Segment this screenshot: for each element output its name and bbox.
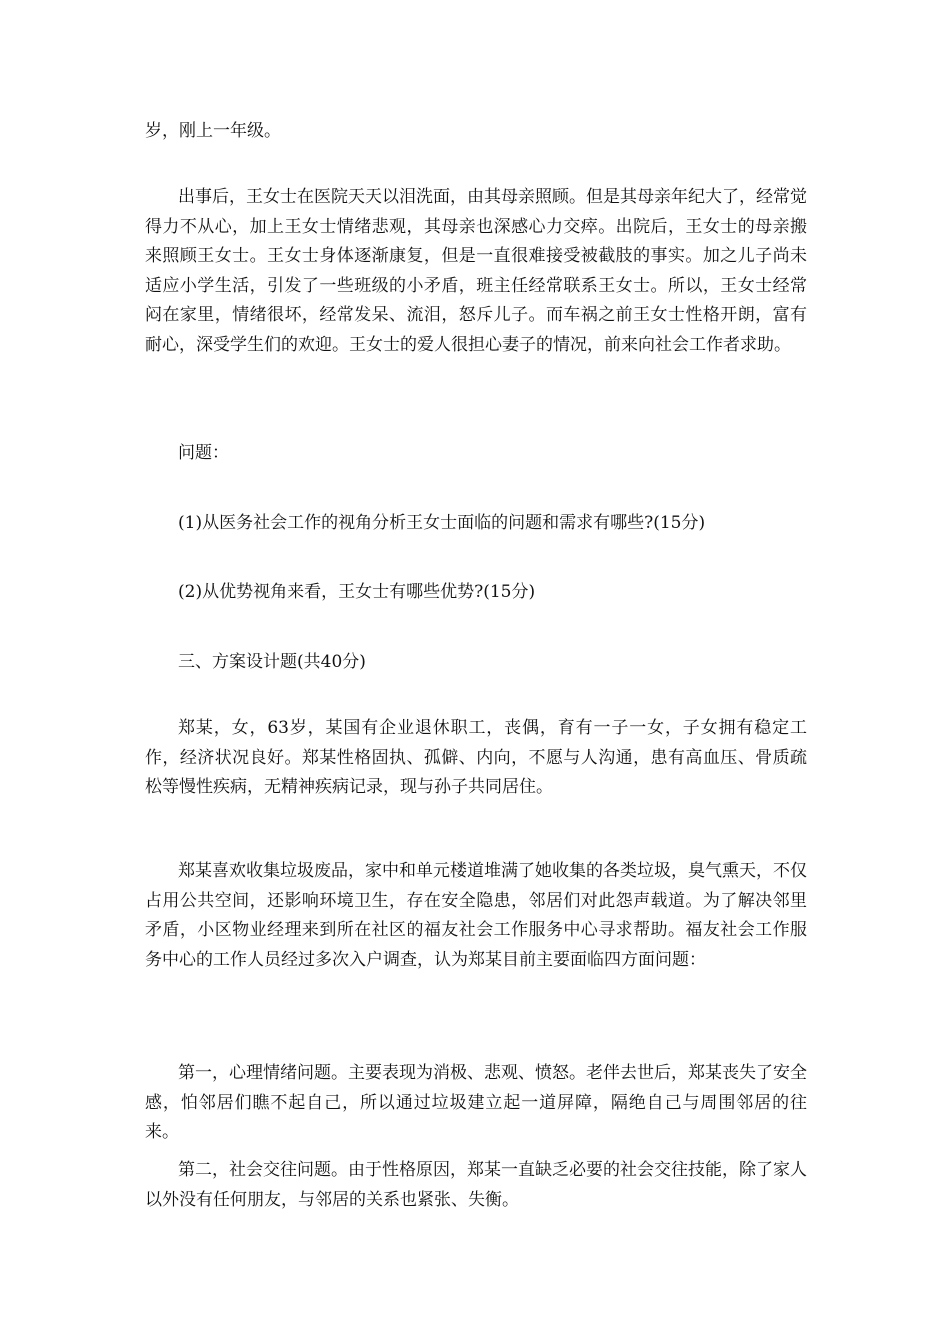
- paragraph-problem-2: 第二，社会交往问题。由于性格原因，郑某一直缺乏必要的社会交往技能，除了家人以外没有任何朋友，与邻居的关系也紧张、失衡。: [145, 1160, 807, 1210]
- paragraph-question-1: (1)从医务社会工作的视角分析王女士面临的问题和需求有哪些?(15分): [178, 513, 706, 533]
- paragraph-continuation: 岁，刚上一年级。: [145, 121, 281, 141]
- paragraph-question-2: (2)从优势视角来看，王女士有哪些优势?(15分): [178, 582, 536, 602]
- paragraph-zheng-garbage: 郑某喜欢收集垃圾废品，家中和单元楼道堆满了她收集的各类垃圾，臭气熏天，不仅占用公共空间，还影响环境卫生，存在安全隐患，邻居们对此怨声载道。为了解决邻里矛盾，小区物业经理来到所在社区的福友社会工作服务中心寻求帮助。福友社会工作服务中心的工作人员经过多次入户调查，认为郑某目前主要面临四方面问题：: [145, 861, 807, 970]
- section-heading-plan-design: 三、方案设计题(共40分): [178, 652, 366, 672]
- paragraph-wang-situation: 出事后，王女士在医院天天以泪洗面，由其母亲照顾。但是其母亲年纪大了，经常觉得力不从心，加上王女士情绪悲观，其母亲也深感心力交瘁。出院后，王女士的母亲搬来照顾王女士。王女士身体逐渐康复，但是一直很难接受被截肢的事实。加之儿子尚未适应小学生活，引发了一些班级的小矛盾，班主任经常联系王女士。所以，王女士经常闷在家里，情绪很坏，经常发呆、流泪，怒斥儿子。而车祸之前王女士性格开朗，富有耐心，深受学生们的欢迎。王女士的爱人很担心妻子的情况，前来向社会工作者求助。: [145, 187, 807, 355]
- paragraph-zheng-profile: 郑某，女，63岁，某国有企业退休职工，丧偶，育有一子一女，子女拥有稳定工作，经济状况良好。郑某性格固执、孤僻、内向，不愿与人沟通，患有高血压、骨质疏松等慢性疾病，无精神疾病记录，现与孙子共同居住。: [145, 718, 807, 797]
- paragraph-problem-1: 第一，心理情绪问题。主要表现为消极、悲观、愤怒。老伴去世后，郑某丧失了安全感，怕邻居们瞧不起自己，所以通过垃圾建立起一道屏障，隔绝自己与周围邻居的往来。: [145, 1063, 807, 1142]
- paragraph-questions-heading: 问题：: [178, 443, 229, 463]
